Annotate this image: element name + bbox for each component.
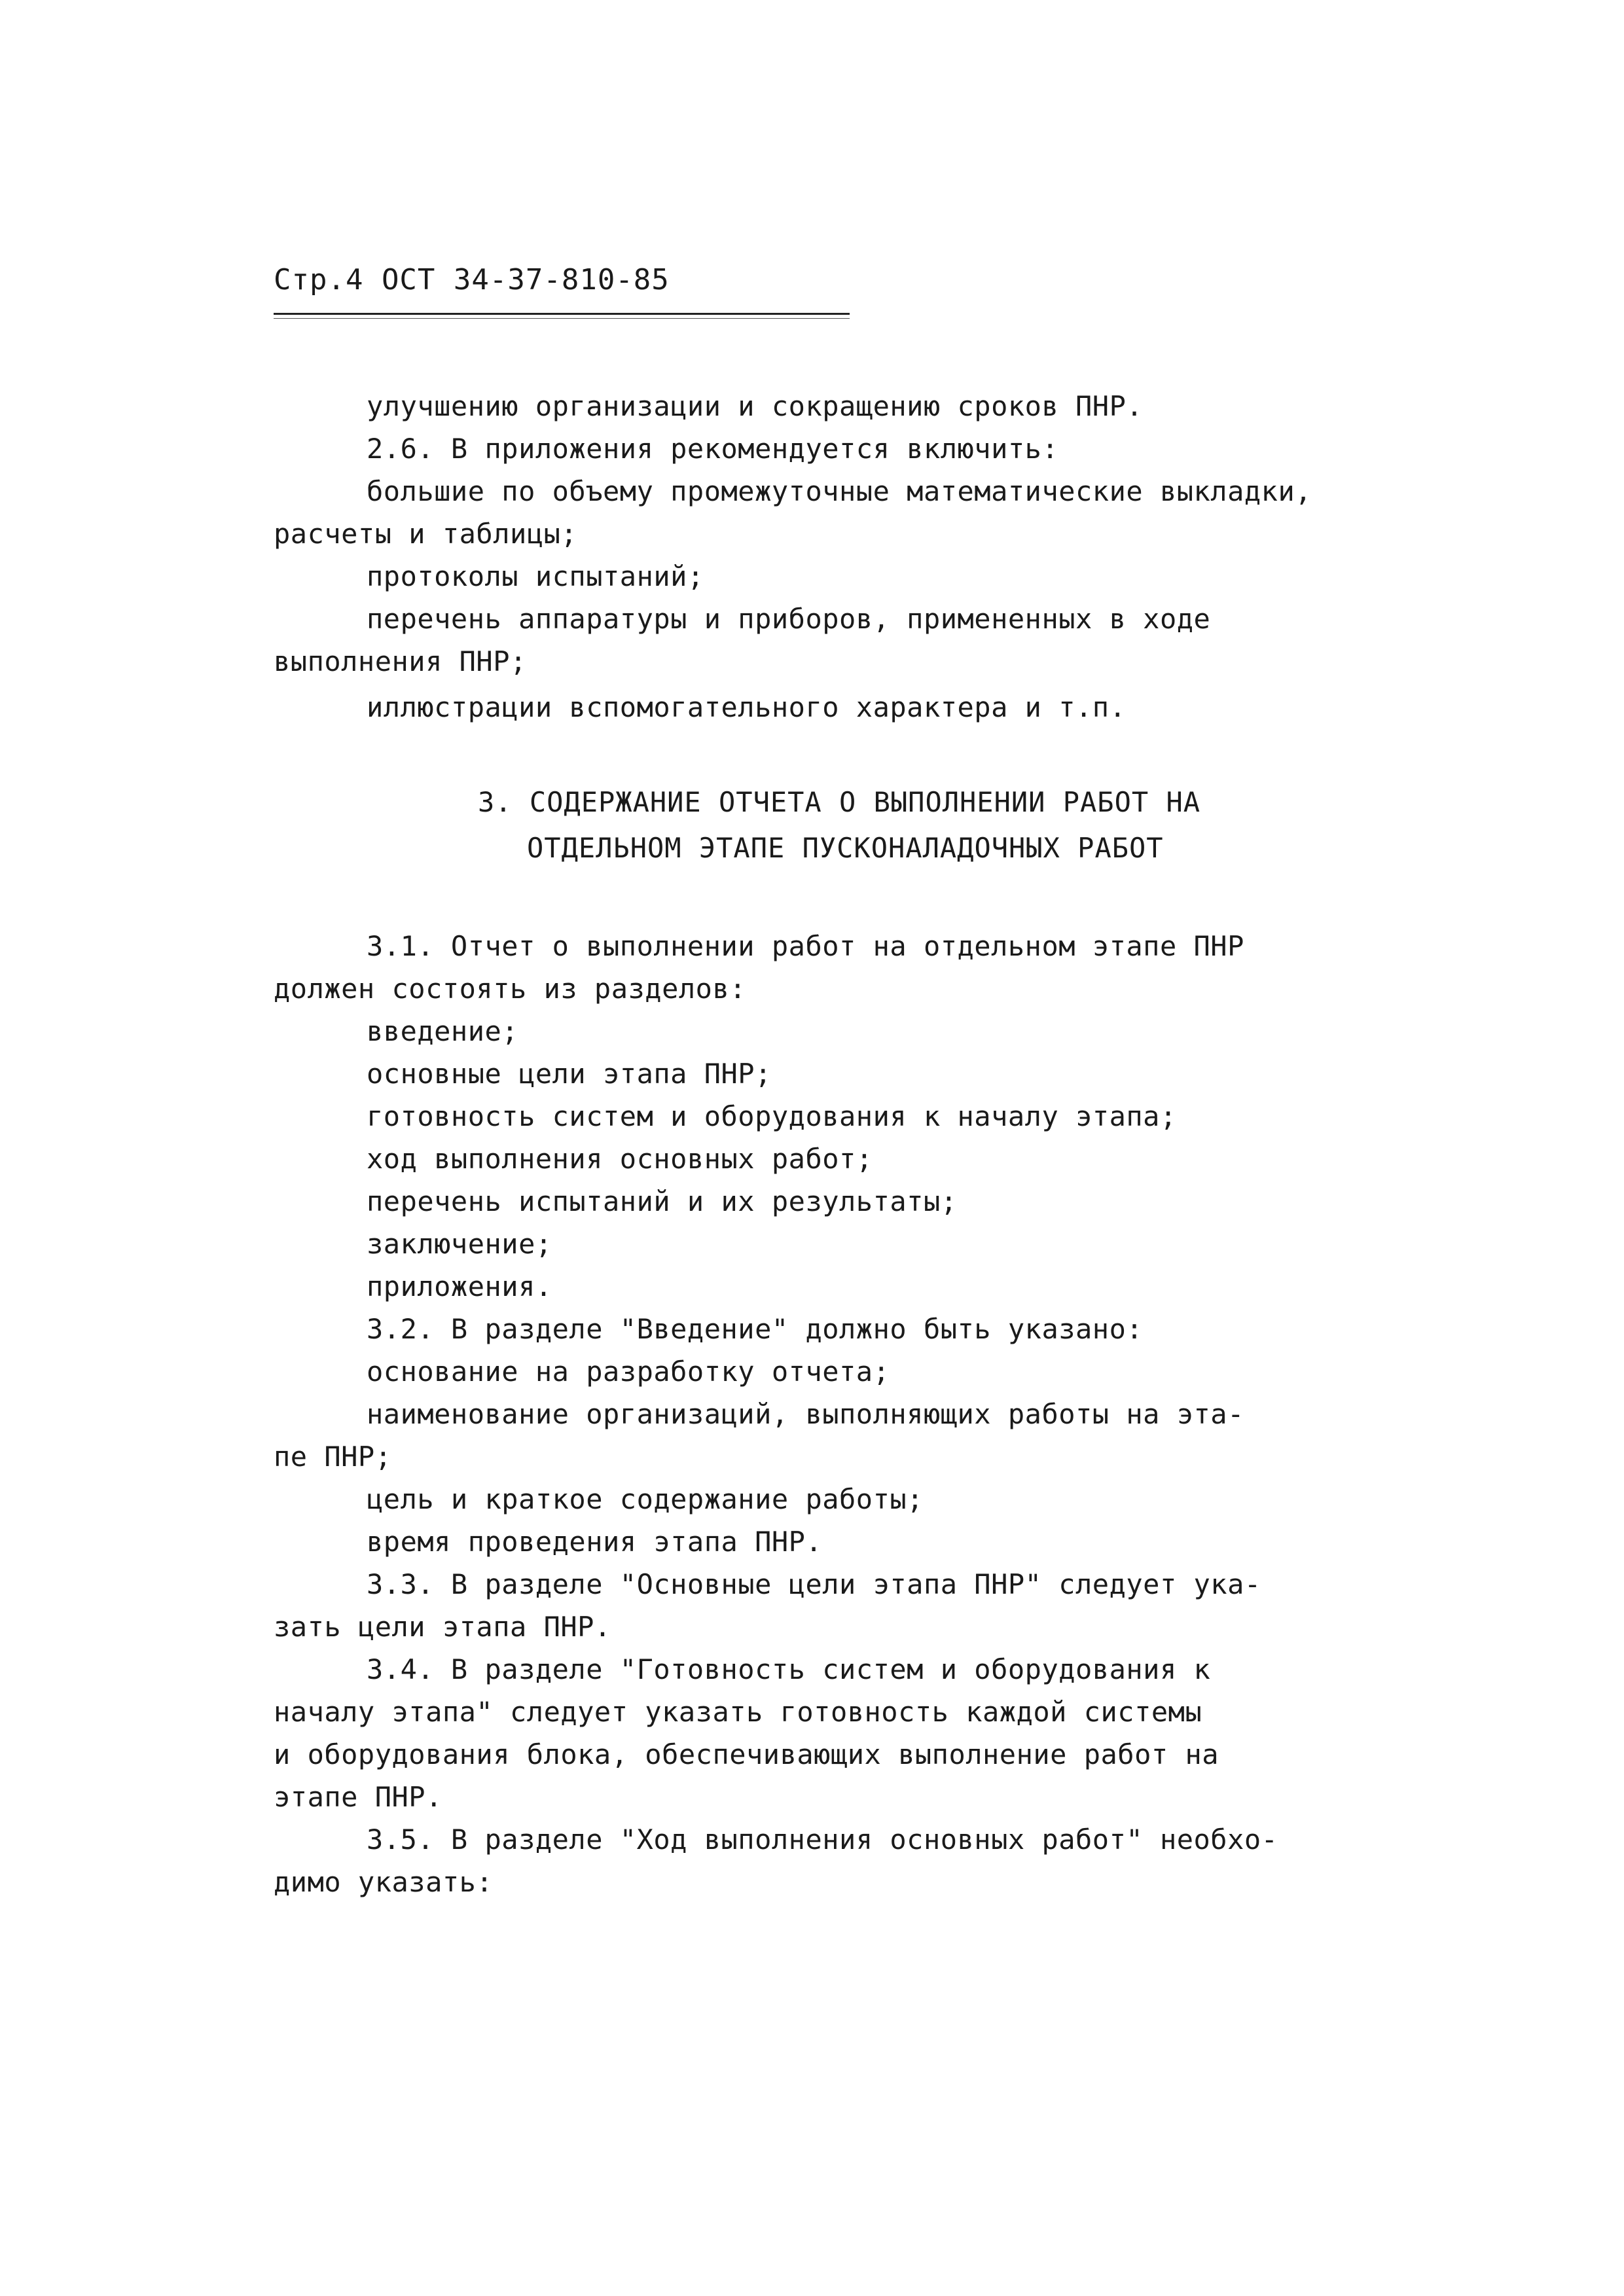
section-heading: 3. СОДЕРЖАНИЕ ОТЧЕТА О ВЫПОЛНЕНИИ РАБОТ НА <box>478 786 1201 818</box>
text-line: расчеты и таблицы; <box>274 518 578 550</box>
text-line: 3.4. В разделе "Готовность систем и оборудования к <box>367 1653 1211 1685</box>
text-line: основные цели этапа ПНР; <box>367 1058 772 1090</box>
text-line: этапе ПНР. <box>274 1781 442 1813</box>
text-line: иллюстрации вспомогательного характера и т.п. <box>367 691 1127 723</box>
text-line: основание на разработку отчета; <box>367 1355 890 1388</box>
text-line: 2.6. В приложения рекомендуется включить: <box>367 433 1059 465</box>
text-line: пе ПНР; <box>274 1441 392 1473</box>
text-line: зать цели этапа ПНР. <box>274 1611 611 1643</box>
text-line: должен состоять из разделов: <box>274 973 747 1005</box>
text-line: 3.2. В разделе "Введение" должно быть указано: <box>367 1313 1144 1345</box>
section-heading: ОТДЕЛЬНОМ ЭТАПЕ ПУСКОНАЛАДОЧНЫХ РАБОТ <box>527 832 1164 864</box>
text-line: цель и краткое содержание работы; <box>367 1483 924 1515</box>
text-line: готовность систем и оборудования к началу этапа; <box>367 1100 1177 1132</box>
text-line: заключение; <box>367 1228 552 1260</box>
text-line: введение; <box>367 1015 519 1047</box>
page-header: Стр.4 ОСТ 34-37-810-85 <box>274 263 670 296</box>
text-line: наименование организаций, выполняющих работы на эта- <box>367 1398 1244 1430</box>
text-line: приложения. <box>367 1270 552 1302</box>
text-line: димо указать: <box>274 1866 494 1898</box>
text-line: 3.3. В разделе "Основные цели этапа ПНР" следует ука- <box>367 1568 1261 1600</box>
text-line: протоколы испытаний; <box>367 560 704 592</box>
header-rule <box>274 313 850 315</box>
text-line: время проведения этапа ПНР. <box>367 1526 823 1558</box>
text-line: 3.1. Отчет о выполнении работ на отдельном этапе ПНР <box>367 930 1244 962</box>
text-line: большие по объему промежуточные математические выкладки, <box>367 475 1312 507</box>
header-rule-thin <box>274 318 850 319</box>
text-line: и оборудования блока, обеспечивающих выполнение работ на <box>274 1738 1219 1770</box>
text-line: началу этапа" следует указать готовность каждой системы <box>274 1696 1202 1728</box>
text-line: перечень испытаний и их результаты; <box>367 1185 958 1217</box>
text-line: выполнения ПНР; <box>274 645 527 677</box>
text-line: ход выполнения основных работ; <box>367 1143 873 1175</box>
text-line: перечень аппаратуры и приборов, примененных в ходе <box>367 603 1211 635</box>
text-line: улучшению организации и сокращению сроков ПНР. <box>367 390 1144 422</box>
text-line: 3.5. В разделе "Ход выполнения основных работ" необхо- <box>367 1823 1278 1856</box>
